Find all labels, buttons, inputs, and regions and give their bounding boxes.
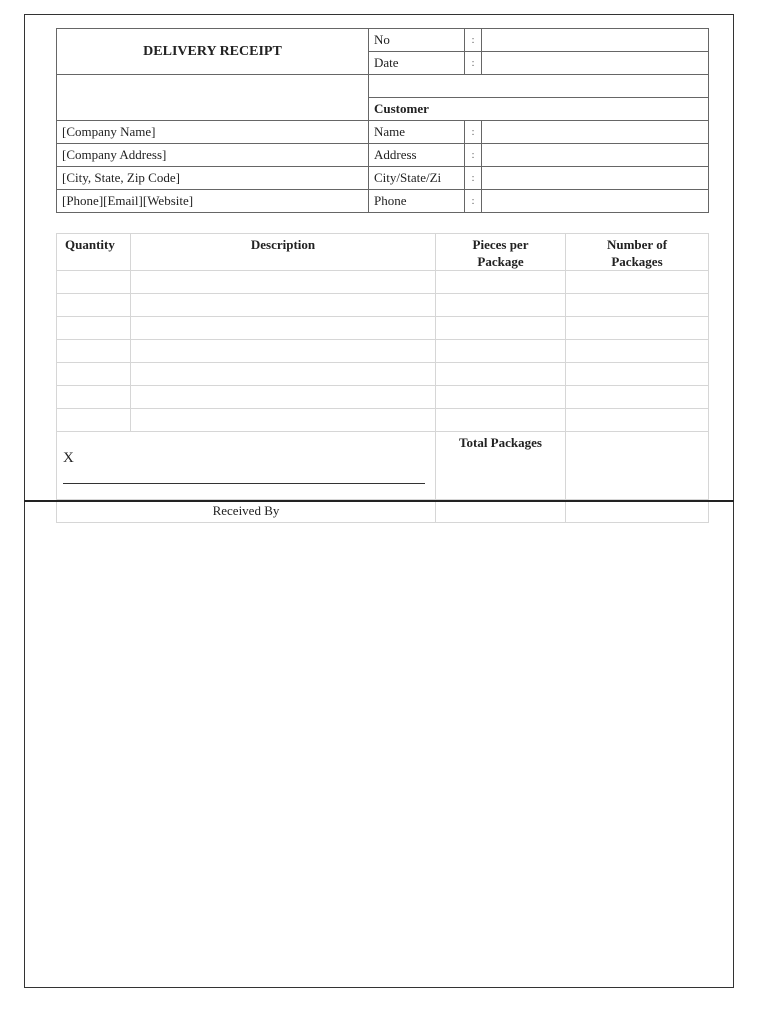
description-cell[interactable] <box>131 294 436 317</box>
quantity-header: Quantity <box>57 234 131 271</box>
receipt-title: DELIVERY RECEIPT <box>57 29 369 75</box>
pieces-header-line1: Pieces per <box>472 237 529 252</box>
signature-area[interactable] <box>57 432 436 500</box>
pieces-per-package-header <box>436 234 566 271</box>
pieces-cell[interactable] <box>436 317 566 340</box>
table-row <box>57 317 709 340</box>
packages-cell[interactable] <box>566 317 709 340</box>
packages-header-line1: Number of <box>606 237 668 252</box>
company-contact: [Phone][Email][Website] <box>57 190 369 213</box>
total-packages-label: Total Packages <box>436 432 566 500</box>
table-row <box>57 386 709 409</box>
phone-colon: : <box>465 190 482 213</box>
customer-address-label: Address <box>369 144 465 167</box>
date-value-field[interactable] <box>482 52 709 75</box>
customer-phone-label: Phone <box>369 190 465 213</box>
no-label: No <box>369 29 465 52</box>
name-colon: : <box>465 121 482 144</box>
packages-cell[interactable] <box>566 409 709 432</box>
number-of-packages-header <box>566 234 709 271</box>
received-blank-cell <box>436 500 566 523</box>
blank-customer-row <box>369 75 709 98</box>
company-city-state-zip: [City, State, Zip Code] <box>57 167 369 190</box>
signature-line <box>63 483 425 484</box>
page-divider-line <box>24 500 734 502</box>
quantity-cell[interactable] <box>57 386 131 409</box>
customer-city-field[interactable] <box>482 167 709 190</box>
table-row <box>57 271 709 294</box>
pieces-cell[interactable] <box>436 271 566 294</box>
date-colon: : <box>465 52 482 75</box>
table-row <box>57 294 709 317</box>
table-row <box>57 363 709 386</box>
quantity-cell[interactable] <box>57 363 131 386</box>
customer-phone-field[interactable] <box>482 190 709 213</box>
pieces-cell[interactable] <box>436 363 566 386</box>
date-label: Date <box>369 52 465 75</box>
city-colon: : <box>465 167 482 190</box>
items-table <box>56 233 709 523</box>
description-cell[interactable] <box>131 409 436 432</box>
packages-cell[interactable] <box>566 294 709 317</box>
pieces-cell[interactable] <box>436 294 566 317</box>
no-value-field[interactable] <box>482 29 709 52</box>
packages-cell[interactable] <box>566 340 709 363</box>
customer-name-label: Name <box>369 121 465 144</box>
description-cell[interactable] <box>131 363 436 386</box>
packages-cell[interactable] <box>566 386 709 409</box>
customer-heading: Customer <box>369 98 709 121</box>
description-cell[interactable] <box>131 386 436 409</box>
no-colon: : <box>465 29 482 52</box>
packages-cell[interactable] <box>566 271 709 294</box>
signature-mark: X <box>63 450 74 466</box>
quantity-cell[interactable] <box>57 317 131 340</box>
company-name: [Company Name] <box>57 121 369 144</box>
table-row <box>57 409 709 432</box>
pieces-header-line2: Package <box>477 254 524 269</box>
description-header: Description <box>131 234 436 271</box>
received-by-label: Received By <box>57 500 436 523</box>
packages-header-line2: Packages <box>611 254 663 269</box>
quantity-cell[interactable] <box>57 409 131 432</box>
blank-sender-cell <box>57 75 369 121</box>
quantity-cell[interactable] <box>57 294 131 317</box>
customer-address-field[interactable] <box>482 144 709 167</box>
table-row <box>57 340 709 363</box>
customer-name-field[interactable] <box>482 121 709 144</box>
receipt-header-table <box>56 28 709 213</box>
total-packages-value[interactable] <box>566 432 709 500</box>
pieces-cell[interactable] <box>436 386 566 409</box>
customer-city-label: City/State/Zi <box>369 167 465 190</box>
address-colon: : <box>465 144 482 167</box>
description-cell[interactable] <box>131 317 436 340</box>
packages-cell[interactable] <box>566 363 709 386</box>
description-cell[interactable] <box>131 340 436 363</box>
received-blank-cell-2 <box>566 500 709 523</box>
quantity-cell[interactable] <box>57 340 131 363</box>
pieces-cell[interactable] <box>436 409 566 432</box>
description-cell[interactable] <box>131 271 436 294</box>
pieces-cell[interactable] <box>436 340 566 363</box>
company-address: [Company Address] <box>57 144 369 167</box>
quantity-cell[interactable] <box>57 271 131 294</box>
